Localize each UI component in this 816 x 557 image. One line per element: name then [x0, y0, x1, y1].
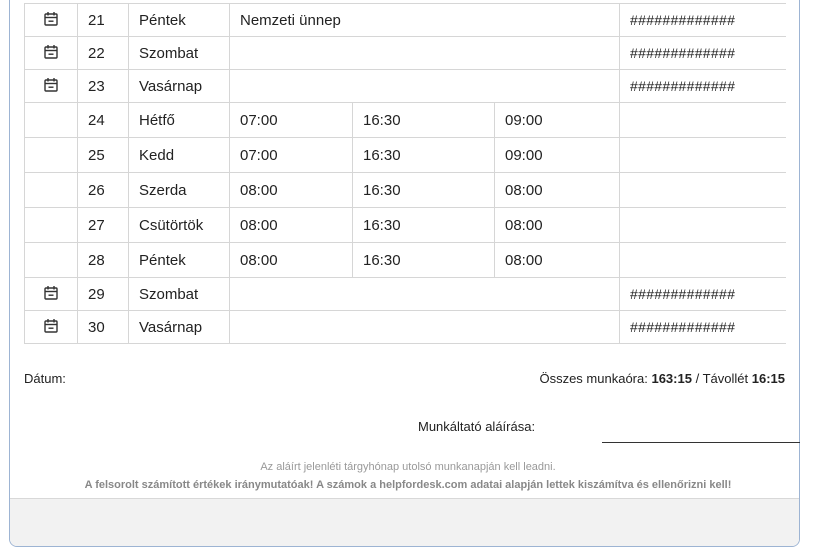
row-icon-cell: [25, 4, 78, 37]
signature-line: [602, 442, 800, 443]
start-time: 07:00: [230, 103, 353, 138]
weekday: Vasárnap: [129, 311, 230, 344]
table-row: [25, 4, 786, 37]
end-time: 16:30: [353, 138, 495, 173]
row-icon-cell: [25, 243, 78, 278]
table-row: [25, 208, 786, 243]
hours-summary: [539, 371, 785, 386]
table-row: [25, 138, 786, 173]
weekday: Hétfő: [129, 103, 230, 138]
extra-value: #############: [620, 70, 786, 103]
weekday: Szerda: [129, 173, 230, 208]
employer-signature-label: Munkáltató aláírása:: [418, 419, 536, 434]
start-time: 08:00: [230, 243, 353, 278]
end-time: 16:30: [353, 208, 495, 243]
date-label: Dátum:: [24, 371, 66, 386]
day-note: [230, 70, 620, 103]
card-footer: [10, 498, 799, 546]
table-row: [25, 311, 786, 344]
extra-value: [620, 208, 786, 243]
extra-value: [620, 243, 786, 278]
extra-value: [620, 173, 786, 208]
day-number: 24: [78, 103, 129, 138]
start-time: 08:00: [230, 173, 353, 208]
day-number: 29: [78, 278, 129, 311]
day-number: 27: [78, 208, 129, 243]
start-time: 08:00: [230, 208, 353, 243]
weekday: Csütörtök: [129, 208, 230, 243]
day-number: 25: [78, 138, 129, 173]
weekday: Péntek: [129, 4, 230, 37]
weekday: Szombat: [129, 278, 230, 311]
row-icon-cell: [25, 103, 78, 138]
weekday: Szombat: [129, 37, 230, 70]
total-hours-label: Összes munkaóra:: [539, 371, 648, 386]
table-row: [25, 278, 786, 311]
end-time: 16:30: [353, 243, 495, 278]
start-time: 07:00: [230, 138, 353, 173]
day-number: 22: [78, 37, 129, 70]
end-time: 16:30: [353, 173, 495, 208]
weekday: Péntek: [129, 243, 230, 278]
row-icon-cell: [25, 173, 78, 208]
row-icon-cell: [25, 278, 78, 311]
row-icon-cell: [25, 138, 78, 173]
attendance-table: [24, 3, 786, 344]
calendar-minus-icon: [44, 11, 58, 30]
attendance-rows: [25, 4, 786, 344]
extra-value: [620, 138, 786, 173]
worked-hours: 09:00: [495, 138, 620, 173]
worked-hours: 08:00: [495, 243, 620, 278]
total-hours-value: 163:15: [651, 371, 692, 386]
day-note: [230, 311, 620, 344]
worked-hours: 09:00: [495, 103, 620, 138]
weekday: Kedd: [129, 138, 230, 173]
day-number: 30: [78, 311, 129, 344]
worked-hours: 08:00: [495, 208, 620, 243]
extra-value: #############: [620, 311, 786, 344]
day-note: [230, 37, 620, 70]
table-row: [25, 70, 786, 103]
table-row: [25, 103, 786, 138]
day-number: 26: [78, 173, 129, 208]
end-time: 16:30: [353, 103, 495, 138]
absence-label: Távollét: [702, 371, 749, 386]
disclaimer-note: A felsorolt számított értékek iránymutatóak! A számok a helpfordesk.com adatai alapján lettek kiszámítva és ellenőrizni kell!: [84, 479, 732, 491]
table-row: [25, 173, 786, 208]
calendar-minus-icon: [44, 285, 58, 304]
extra-value: [620, 103, 786, 138]
calendar-minus-icon: [44, 44, 58, 63]
day-note: Nemzeti ünnep: [230, 4, 620, 37]
extra-value: #############: [620, 37, 786, 70]
worked-hours: 08:00: [495, 173, 620, 208]
weekday: Vasárnap: [129, 70, 230, 103]
row-icon-cell: [25, 311, 78, 344]
summary-separator: /: [695, 371, 700, 386]
extra-value: #############: [620, 4, 786, 37]
calendar-minus-icon: [44, 318, 58, 337]
day-note: [230, 278, 620, 311]
day-number: 23: [78, 70, 129, 103]
row-icon-cell: [25, 70, 78, 103]
extra-value: #############: [620, 278, 786, 311]
table-row: [25, 37, 786, 70]
row-icon-cell: [25, 208, 78, 243]
table-row: [25, 243, 786, 278]
day-number: 28: [78, 243, 129, 278]
absence-value: 16:15: [751, 371, 785, 386]
row-icon-cell: [25, 37, 78, 70]
day-number: 21: [78, 4, 129, 37]
submission-note: Az aláírt jelenléti tárgyhónap utolsó munkanapján kell leadni.: [260, 461, 556, 473]
calendar-minus-icon: [44, 77, 58, 96]
